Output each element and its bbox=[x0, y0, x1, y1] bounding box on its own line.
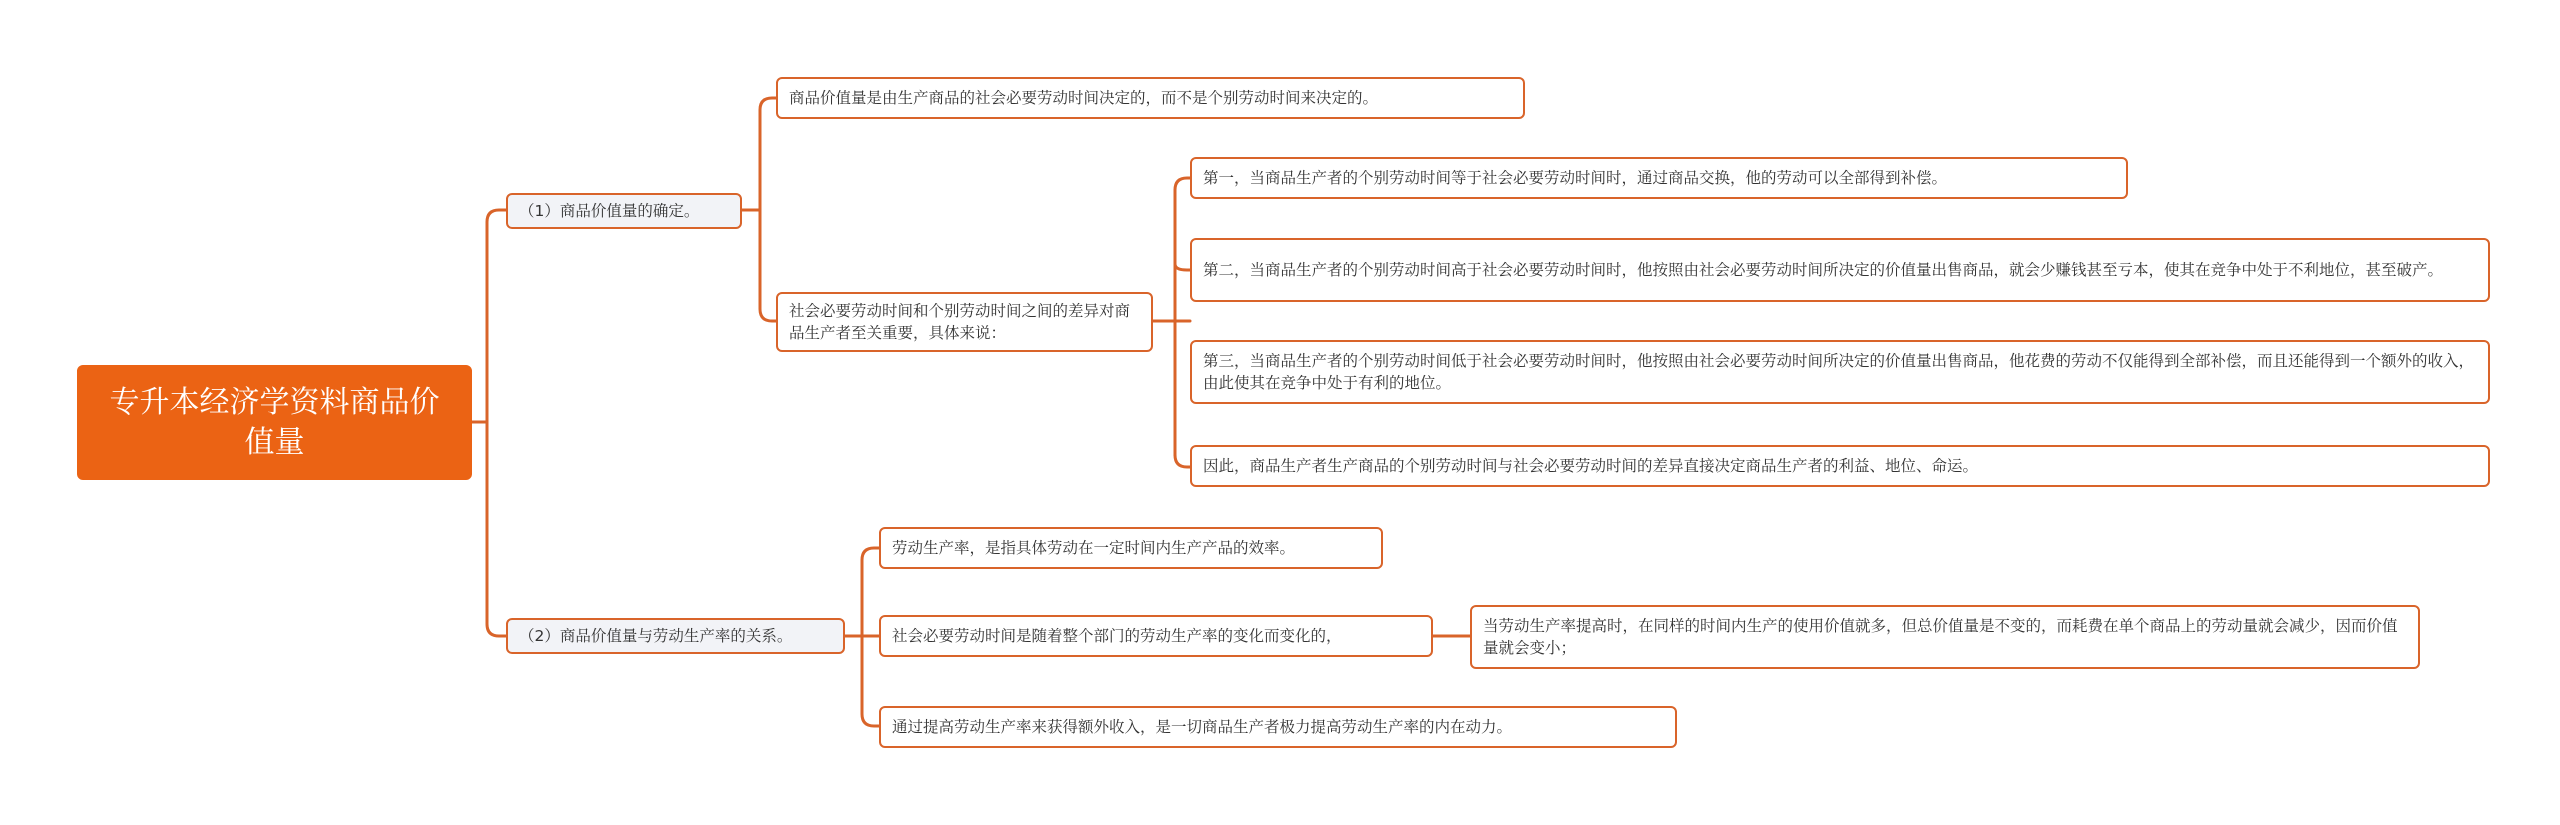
node-conclusion[interactable]: 因此，商品生产者生产商品的个别劳动时间与社会必要劳动时间的差异直接决定商品生产者的利益、地位、命运。 bbox=[1190, 445, 2490, 487]
branch-value-and-productivity[interactable]: （2）商品价值量与劳动生产率的关系。 bbox=[506, 618, 845, 654]
node-extra-income-motivation[interactable]: 通过提高劳动生产率来获得额外收入，是一切商品生产者极力提高劳动生产率的内在动力。 bbox=[879, 706, 1677, 748]
node-productivity-increase-effect[interactable]: 当劳动生产率提高时，在同样的时间内生产的使用价值就多，但总价值量是不变的，而耗费在单个商品上的劳动量就会减少，因而价值量就会变小； bbox=[1470, 605, 2420, 669]
node-case-equal[interactable]: 第一，当商品生产者的个别劳动时间等于社会必要劳动时间时，通过商品交换，他的劳动可以全部得到补偿。 bbox=[1190, 157, 2128, 199]
node-social-time-varies[interactable]: 社会必要劳动时间是随着整个部门的劳动生产率的变化而变化的， bbox=[879, 615, 1433, 657]
node-labor-time-difference[interactable]: 社会必要劳动时间和个别劳动时间之间的差异对商品生产者至关重要，具体来说： bbox=[776, 292, 1153, 352]
node-value-by-social-labor-time[interactable]: 商品价值量是由生产商品的社会必要劳动时间决定的，而不是个别劳动时间来决定的。 bbox=[776, 77, 1525, 119]
node-case-higher[interactable]: 第二，当商品生产者的个别劳动时间高于社会必要劳动时间时，他按照由社会必要劳动时间所决定的价值量出售商品，就会少赚钱甚至亏本，使其在竞争中处于不利地位，甚至破产。 bbox=[1190, 238, 2490, 302]
branch-value-determination[interactable]: （1）商品价值量的确定。 bbox=[506, 193, 742, 229]
node-productivity-definition[interactable]: 劳动生产率，是指具体劳动在一定时间内生产产品的效率。 bbox=[879, 527, 1383, 569]
root-node[interactable]: 专升本经济学资料商品价值量 bbox=[77, 365, 472, 480]
node-case-lower[interactable]: 第三，当商品生产者的个别劳动时间低于社会必要劳动时间时，他按照由社会必要劳动时间所决定的价值量出售商品，他花费的劳动不仅能得到全部补偿，而且还能得到一个额外的收入，由此使其在竞争中处于有利的地位。 bbox=[1190, 340, 2490, 404]
